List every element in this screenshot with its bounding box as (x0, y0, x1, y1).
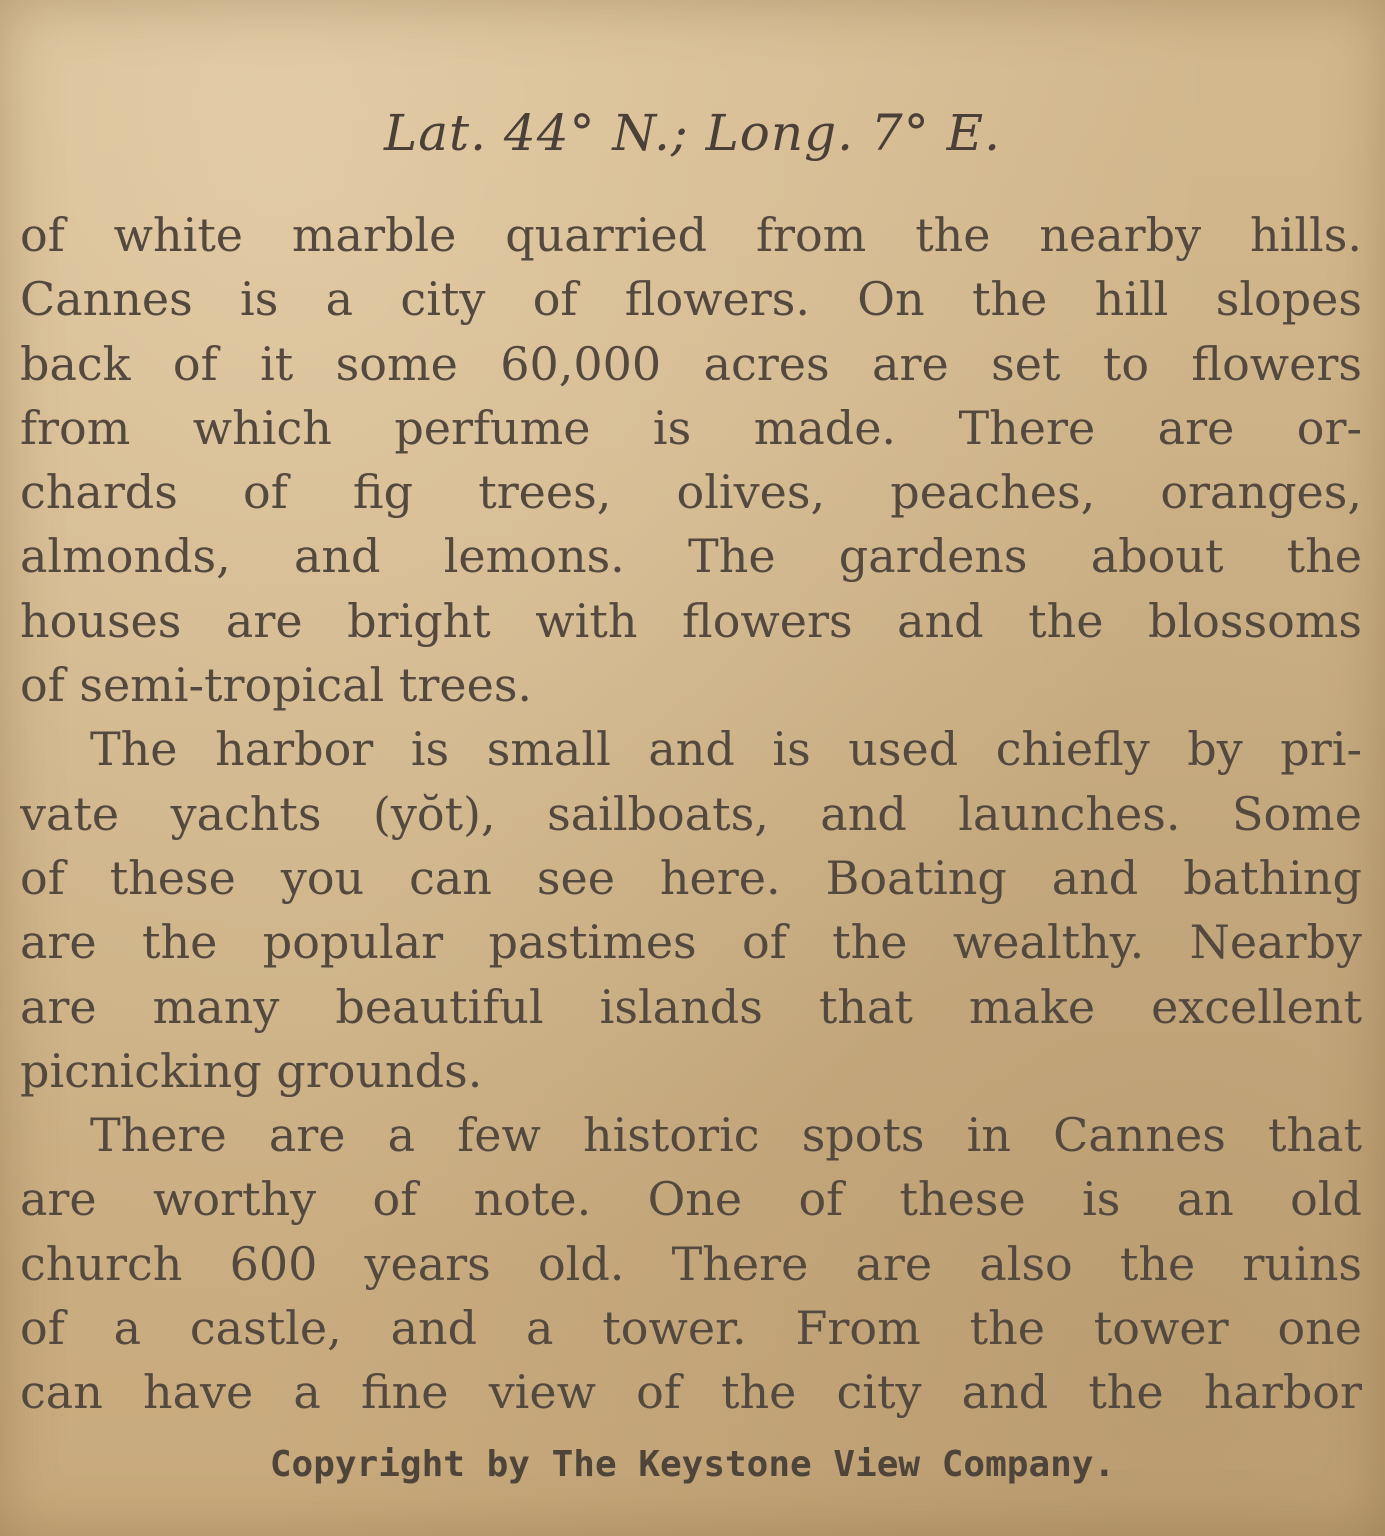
text-line: are the popular pastimes of the wealthy. Nearby (20, 915, 1362, 970)
text-line: church 600 years old. There are also the ruins (20, 1236, 1362, 1291)
text-line: are worthy of note. One of these is an old (20, 1172, 1362, 1227)
coordinates-heading: Lat. 44° N.; Long. 7° E. (384, 104, 1001, 162)
text-line: back of it some 60,000 acres are set to flowers (20, 336, 1362, 391)
text-line: from which perfume is made. There are or- (20, 400, 1362, 455)
text-line: of semi-tropical trees. (20, 658, 533, 713)
text-line: are many beautiful islands that make excellent (20, 979, 1362, 1034)
text-line: can have a fine view of the city and the harbor (20, 1365, 1362, 1420)
text-line: picnicking grounds. (20, 1043, 483, 1098)
text-line: The harbor is small and is used chiefly by pri- (90, 722, 1362, 777)
text-line: of white marble quarried from the nearby hills. (20, 208, 1362, 262)
text-line: There are a few historic spots in Cannes that (90, 1108, 1362, 1163)
text-line: chards of fig trees, olives, peaches, oranges, (20, 465, 1362, 520)
copyright-notice: Copyright by The Keystone View Company. (269, 1444, 1116, 1485)
description-text (20, 203, 1362, 1425)
text-line: vate yachts (yŏt), sailboats, and launches. Some (20, 786, 1362, 841)
text-line: houses are bright with flowers and the blossoms (20, 593, 1362, 648)
text-line: almonds, and lemons. The gardens about the (20, 529, 1362, 584)
text-line: Cannes is a city of flowers. On the hill slopes (20, 272, 1362, 327)
text-line: of these you can see here. Boating and bathing (20, 850, 1362, 905)
text-line: of a castle, and a tower. From the tower one (20, 1301, 1362, 1356)
